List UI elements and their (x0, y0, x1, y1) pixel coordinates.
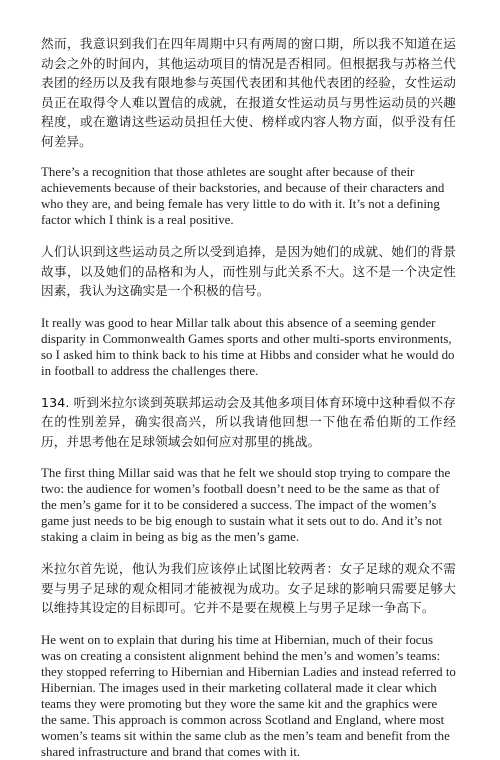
paragraph-zh-3: 134. 听到米拉尔谈到英联邦运动会及其他多项目体育环境中这种看似不存在的性别差异，确实很高兴，所以我请他回想一下他在希伯斯的工作经历，并思考他在足球领域会如何应对那里的挑战。 (41, 394, 456, 449)
paragraph-zh-2: 人们认识到这些运动员之所以受到追捧，是因为她们的成就、她们的背景故事，以及她们的品格和为人，而性别与此关系不大。这不是一个决定性因素，我认为这确实是一个积极的信号。 (41, 244, 456, 298)
paragraph-en-1: There’s a recognition that those athletes are sought after because of their achievements because of their backstories, and because of their characters and who they are, and being female has very little to do with it. It’s not a defining factor which I think is a real positive. (41, 165, 445, 227)
paragraph-en-4: He went on to explain that during his time at Hibernian, much of their focus was on creating a consistent alignment behind the men’s and women’s teams: they stopped referring to Hibernian and Hibernian Ladies and instead referred to Hibernian. The images used in their marketing collateral made it clear which teams they were promoting but they wore the same kit and the graphics were the same. This approach is common across Scotland and England, where most women’s teams sit within the same club as the men’s team and benefit from the shared infrastructure and brand that comes with it. (41, 632, 456, 759)
paragraph-zh-1: 然而，我意识到我们在四年周期中只有两周的窗口期，所以我不知道在运动会之外的时间内，其他运动项目的情况是否相同。但根据我与苏格兰代表团的经历以及我有限地参与英国代表团和其他代表团的经验，女性运动员正在取得令人难以置信的成就，在报道女性运动员与男性运动员的兴趣程度，或在邀请这些运动员担任大使、榜样或内容人物方面，似乎没有任何差异。 (41, 36, 456, 149)
paragraph-zh-4: 米拉尔首先说，他认为我们应该停止试图比较两者：女子足球的观众不需要与男子足球的观众相同才能被视为成功。女子足球的影响只需要足够大以维持其设定的目标即可。它并不是要在规模上与男子足球一争高下。 (41, 561, 456, 615)
paragraph-en-2: It really was good to hear Millar talk about this absence of a seeming gender disparity in Commonwealth Games sports and other multi-sports environments, so I asked him to think back to his time at Hibbs and consider what he would do in football to address the challenges there. (41, 315, 455, 378)
paragraph-en-3: The first thing Millar said was that he felt we should stop trying to compare the two: the audience for women’s football doesn’t need to be the same as that of the men’s game for it to be considered a success. The impact of the women’s game just needs to be big enough to sustain what it sets out to do. And it’s not staking a claim in being as big as the men’s game. (41, 466, 451, 544)
